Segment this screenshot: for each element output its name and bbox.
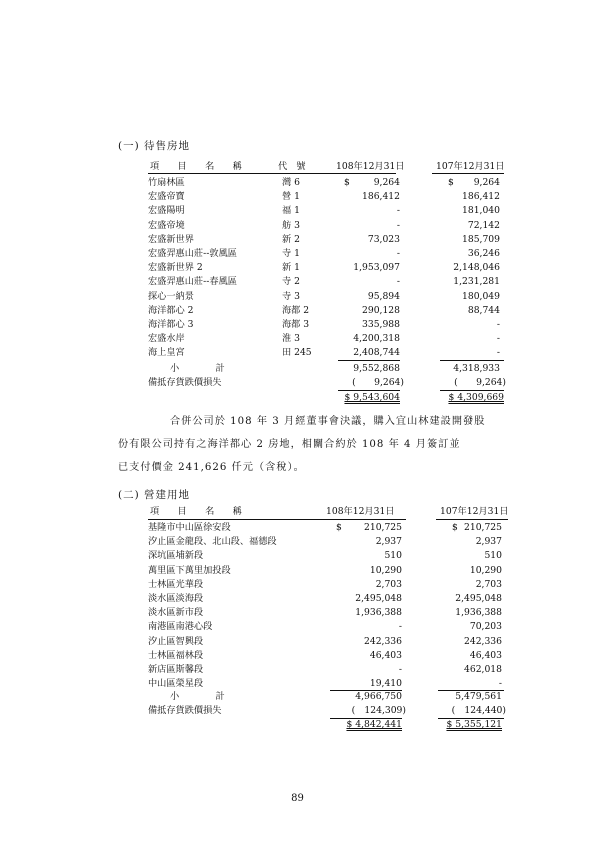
row-value-108: - — [396, 276, 400, 288]
section2-header-underline — [148, 519, 406, 520]
table-row — [0, 318, 595, 332]
table-row — [0, 247, 595, 261]
row-name: 宏盛新世界 — [148, 233, 194, 245]
note-line-1: 合併公司於 108 年 3 月經董事會決議，購入宜山林建設開發股 — [170, 416, 486, 427]
section2-header — [0, 505, 595, 519]
row-name: 海洋都心 2 — [148, 304, 194, 316]
row-name: 萬里區下萬里加投段 — [148, 564, 231, 576]
table-row — [0, 521, 595, 535]
row-name: 南港區南港心段 — [148, 621, 213, 633]
section1-total-row — [0, 391, 595, 405]
row-name: 宏盛羿惠山莊--春風區 — [148, 276, 237, 288]
row-value-108: 46,403 — [369, 649, 402, 661]
row-name: 竹扇林區 — [148, 177, 185, 188]
header-107: 107年12月31日 — [436, 161, 505, 172]
row-code: 營 1 — [282, 191, 300, 203]
row-value-107: - — [498, 678, 502, 690]
row-value-107: 1,231,281 — [453, 276, 500, 288]
row-code: 灣 6 — [282, 177, 300, 188]
section2-total-row — [0, 718, 595, 732]
row-name: 新店區斯馨段 — [148, 664, 204, 675]
currency-symbol: $ — [448, 177, 454, 188]
subtotal-label: 小 計 — [170, 363, 231, 374]
section2-allowance-row — [0, 704, 595, 718]
row-name: 宏盛新世界 2 — [148, 262, 203, 274]
row-name: 海上皇宮 — [148, 347, 185, 359]
table-row — [0, 275, 595, 289]
row-value-108: 4,200,318 — [353, 333, 400, 345]
row-value-108: 186,412 — [362, 191, 400, 203]
row-name: 海洋都心 3 — [148, 319, 194, 330]
section1-underline-107 — [440, 360, 504, 361]
row-value-107: 186,412 — [462, 191, 500, 203]
row-code: 寺 2 — [282, 276, 300, 288]
table-row — [0, 564, 595, 578]
allowance-108: ( 9,264) — [352, 377, 404, 388]
table-row — [0, 635, 595, 649]
note-line-3: 已支付價金 241,626 仟元（含稅）。 — [118, 462, 305, 473]
row-value-107: - — [496, 333, 500, 345]
row-value-107: 2,148,046 — [453, 262, 500, 274]
row-value-107: 185,709 — [462, 233, 500, 245]
row-value-108: 2,703 — [375, 578, 402, 590]
table-row — [0, 290, 595, 304]
table-row — [0, 549, 595, 563]
row-value-108: 510 — [384, 550, 402, 562]
table-row — [0, 346, 595, 360]
section1-header — [0, 160, 595, 174]
header2-107: 107年12月31日 — [440, 506, 509, 517]
row-code: 寺 3 — [282, 290, 300, 302]
subtotal-107: 4,318,933 — [453, 363, 500, 374]
note-line-2: 份有限公司持有之海洋都心 2 房地，相關合約於 108 年 4 月簽訂並 — [118, 439, 461, 450]
total2-107: $ 5,355,121 — [446, 719, 502, 730]
row-name: 淡水區淡海段 — [148, 593, 204, 604]
table-row — [0, 620, 595, 634]
row-name: 宏盛帝寶 — [148, 191, 185, 203]
subtotal-108: 9,552,868 — [353, 363, 400, 374]
table-row — [0, 261, 595, 275]
row-value-108: 2,937 — [375, 536, 402, 548]
allowance2-107: ( 124,440) — [451, 705, 506, 716]
table-row — [0, 304, 595, 318]
header2-item-name: 項 目 名 稱 — [150, 506, 242, 517]
row-code: 新 2 — [282, 233, 300, 245]
row-name: 宏盛帝境 — [148, 219, 185, 231]
allowance2-label: 備抵存貨跌價損失 — [148, 705, 222, 716]
table-row — [0, 219, 595, 233]
row-value-108: - — [396, 248, 400, 259]
row-value-107: 70,203 — [469, 621, 502, 633]
row-code: 福 1 — [282, 205, 300, 217]
header-item-name: 項 目 名 稱 — [150, 161, 242, 172]
table-row — [0, 606, 595, 620]
subtotal2-107: 5,479,561 — [455, 691, 502, 702]
table-row — [0, 190, 595, 204]
row-value-108: 95,894 — [367, 290, 400, 302]
row-code: 淮 3 — [282, 333, 300, 345]
total2-108: $ 4,842,441 — [346, 719, 402, 730]
table-row — [0, 535, 595, 549]
section1-allowance-row — [0, 376, 595, 390]
row-value-107: 88,744 — [467, 304, 500, 316]
table-row — [0, 592, 595, 606]
row-name: 探心一納景 — [148, 290, 194, 302]
row-name: 淡水區新市段 — [148, 607, 204, 619]
row-value-107: 242,336 — [464, 635, 502, 647]
row-value-107: 510 — [484, 550, 502, 562]
note-paragraph — [118, 410, 508, 479]
page-number: 89 — [291, 793, 304, 804]
row-code: 海都 3 — [282, 319, 310, 330]
row-value-107: 36,246 — [467, 248, 500, 259]
row-value-107: 180,049 — [462, 290, 500, 302]
row-value-108: 2,495,048 — [355, 593, 402, 604]
allowance-label: 備抵存貨跌價損失 — [148, 377, 222, 388]
subtotal2-108: 4,966,750 — [355, 691, 402, 702]
row-value-107: 210,725 — [464, 522, 502, 533]
row-value-108: - — [398, 664, 402, 675]
row-code: 舫 3 — [282, 219, 300, 231]
section1-underline-108 — [338, 360, 400, 361]
section2-subtotal-row — [0, 690, 595, 704]
currency-symbol: $ — [336, 522, 342, 533]
row-value-107: 2,495,048 — [455, 593, 502, 604]
row-value-108: - — [396, 205, 400, 217]
table-row — [0, 176, 595, 190]
row-name: 宏盛水岸 — [148, 333, 185, 345]
row-name: 宏盛陽明 — [148, 205, 185, 217]
row-value-108: - — [398, 621, 402, 633]
table-row — [0, 233, 595, 247]
section1-subtotal-row — [0, 362, 595, 376]
row-value-108: 210,725 — [364, 522, 402, 533]
row-value-108: 9,264 — [373, 177, 400, 188]
row-value-107: 10,290 — [469, 564, 502, 576]
section1-header-underline — [148, 173, 396, 174]
row-value-108: - — [396, 219, 400, 231]
row-value-108: 335,988 — [362, 319, 400, 330]
row-name: 士林區光華段 — [148, 578, 204, 590]
row-value-107: 72,142 — [467, 219, 500, 231]
row-name: 士林區福林段 — [148, 649, 204, 661]
row-value-107: 1,936,388 — [455, 607, 502, 619]
currency-symbol: $ — [452, 522, 458, 533]
row-value-107: 181,040 — [462, 205, 500, 217]
row-value-107: - — [496, 347, 500, 359]
table-row — [0, 204, 595, 218]
row-name: 深坑區埔新段 — [148, 550, 204, 562]
row-name: 汐止區金龍段、北山段、福德段 — [148, 536, 277, 548]
table-row — [0, 663, 595, 677]
header-108: 108年12月31日 — [336, 161, 405, 172]
row-value-107: - — [496, 319, 500, 330]
row-code: 田 245 — [282, 347, 312, 359]
row-code: 海都 2 — [282, 304, 310, 316]
row-code: 新 1 — [282, 262, 300, 274]
row-name: 宏盛羿惠山莊--敦風區 — [148, 248, 237, 259]
row-value-108: 1,936,388 — [355, 607, 402, 619]
row-value-108: 1,953,097 — [353, 262, 400, 274]
row-value-107: 2,937 — [475, 536, 502, 548]
allowance-107: ( 9,264) — [454, 377, 506, 388]
row-value-108: 290,128 — [362, 304, 400, 316]
row-value-108: 242,336 — [364, 635, 402, 647]
allowance2-108: ( 124,309) — [351, 705, 406, 716]
row-value-108: 73,023 — [367, 233, 400, 245]
total-107: $ 4,309,669 — [448, 392, 504, 403]
row-value-107: 462,018 — [464, 664, 502, 675]
row-value-107: 9,264 — [473, 177, 500, 188]
table-row — [0, 332, 595, 346]
section2-title: (二) 營建用地 — [118, 489, 191, 501]
section1-title: (一) 待售房地 — [118, 140, 191, 152]
row-value-107: 46,403 — [469, 649, 502, 661]
row-value-108: 10,290 — [369, 564, 402, 576]
section1-header-underline-107 — [432, 173, 504, 174]
row-value-107: 2,703 — [475, 578, 502, 590]
table-row — [0, 578, 595, 592]
row-code: 寺 1 — [282, 248, 300, 259]
row-name: 中山區榮星段 — [148, 678, 204, 690]
subtotal2-label: 小 計 — [170, 691, 231, 702]
section2-header-underline-107 — [436, 519, 508, 520]
table-row — [0, 649, 595, 663]
currency-symbol: $ — [344, 177, 350, 188]
row-name: 汐止區智興段 — [148, 635, 204, 647]
header2-108: 108年12月31日 — [326, 506, 395, 517]
row-value-108: 2,408,744 — [353, 347, 400, 359]
total-108: $ 9,543,604 — [344, 392, 400, 403]
header-code: 代 號 — [278, 161, 306, 172]
row-value-108: 19,410 — [369, 678, 402, 690]
row-name: 基隆市中山區徐安段 — [148, 522, 231, 533]
